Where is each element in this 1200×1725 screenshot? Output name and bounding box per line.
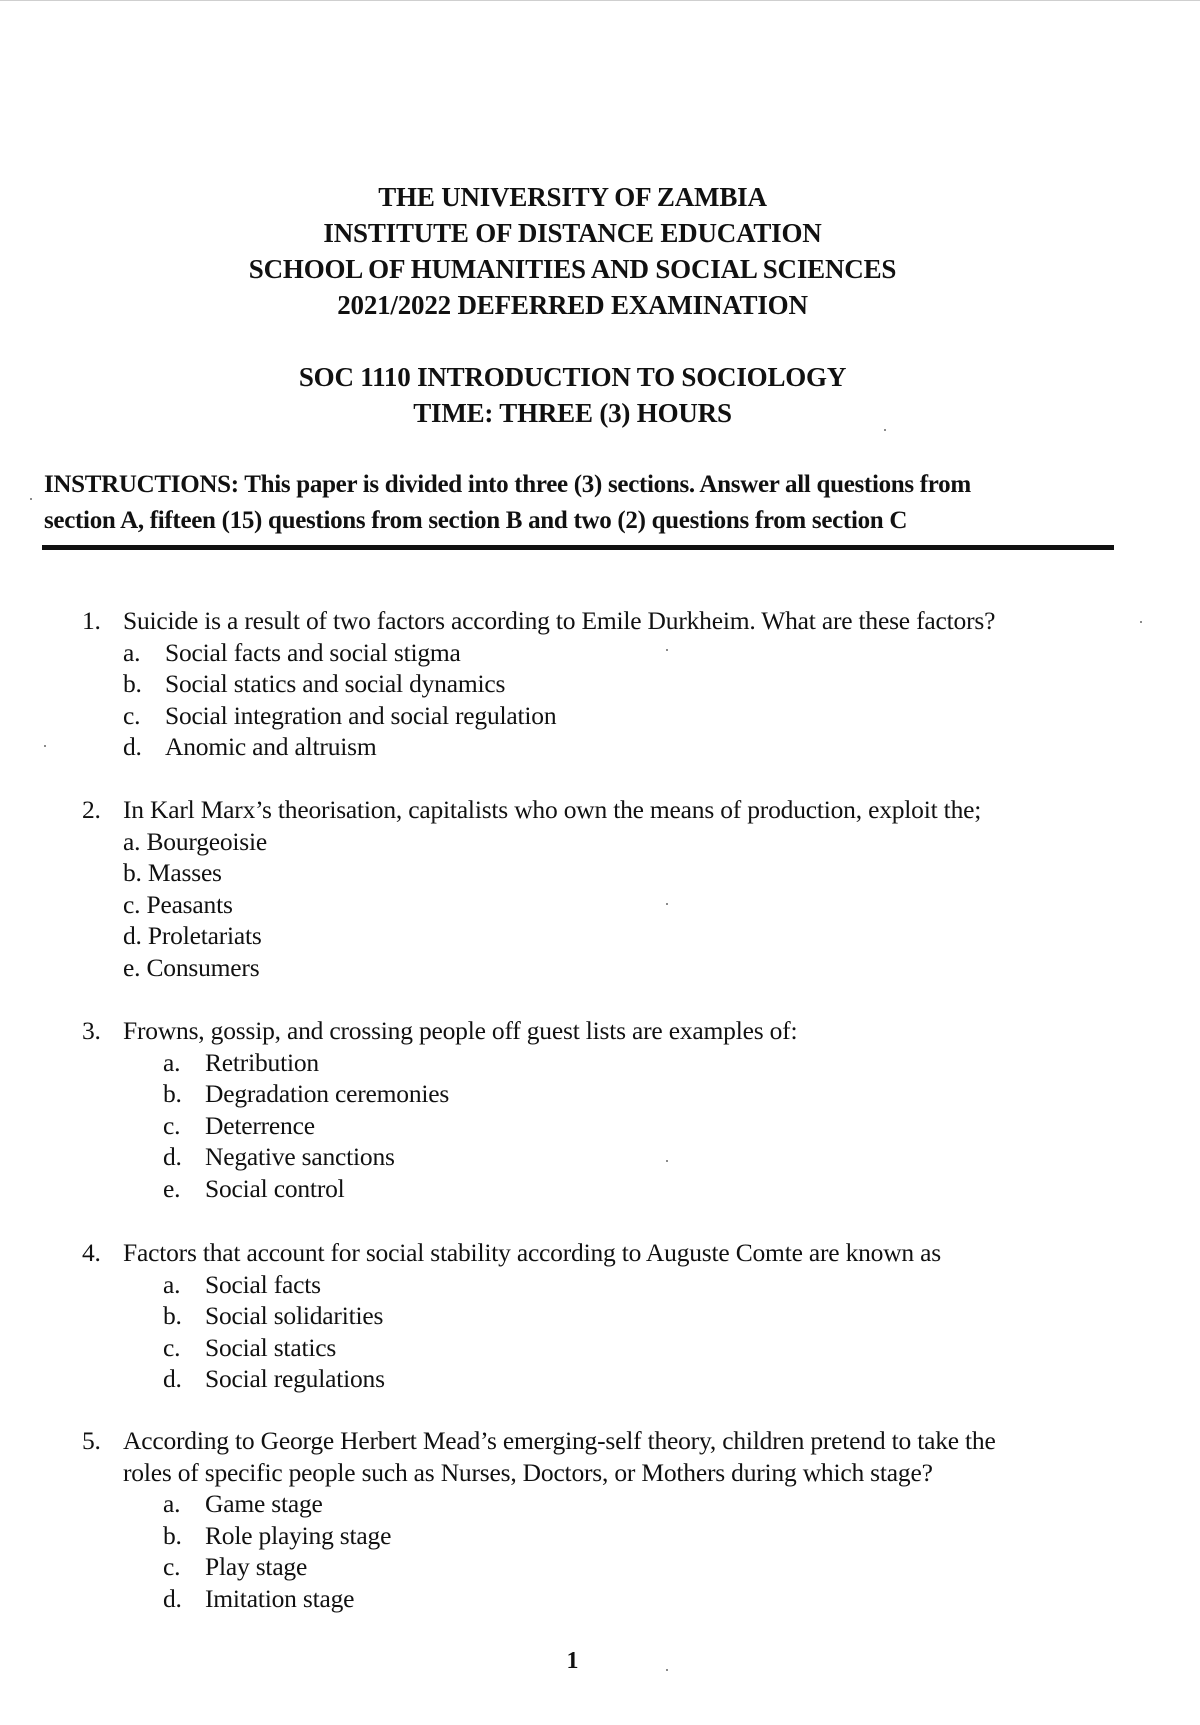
option-text: Game stage xyxy=(205,1489,323,1518)
exam-header xyxy=(0,179,1145,431)
question-text: In Karl Marx’s theorisation, capitalists who own the means of production, exploit the; xyxy=(123,795,982,824)
question-number: 5. xyxy=(82,1426,101,1455)
option-b xyxy=(0,1520,1140,1552)
option-letter: b. xyxy=(123,669,142,698)
option-letter: c. xyxy=(163,1110,181,1140)
option-letter: b. xyxy=(163,1520,182,1550)
instructions-line-2: section A, fifteen (15) questions from section B and two (2) questions from section C xyxy=(44,507,908,534)
option-text: Social solidarities xyxy=(205,1301,384,1330)
option-d: d. Proletariats xyxy=(123,921,262,950)
option-b xyxy=(0,668,1140,700)
option-text: Role playing stage xyxy=(205,1520,392,1550)
option-c xyxy=(0,700,1140,732)
course-title: SOC 1110 INTRODUCTION TO SOCIOLOGY xyxy=(298,362,847,392)
option-text: Retribution xyxy=(205,1047,319,1077)
option-d xyxy=(0,1141,1140,1173)
option-text: Social statics xyxy=(205,1332,337,1362)
option-text: Deterrence xyxy=(205,1110,315,1140)
option-d xyxy=(0,1363,1140,1395)
option-text: Degradation ceremonies xyxy=(205,1079,450,1108)
scan-speck xyxy=(666,903,668,905)
instructions-line-1: INSTRUCTIONS: This paper is divided into three (3) sections. Answer all questions from xyxy=(44,471,971,498)
university-name: THE UNIVERSITY OF ZAMBIA xyxy=(378,182,767,212)
option-letter: c. xyxy=(163,1332,181,1362)
scan-speck xyxy=(884,429,886,431)
option-c: c. Peasants xyxy=(123,889,233,919)
option-letter: a. xyxy=(163,1047,181,1077)
option-b xyxy=(0,1300,1140,1332)
question-text: Suicide is a result of two factors according to Emile Durkheim. What are these factors? xyxy=(123,606,996,635)
question-1 xyxy=(0,605,1140,763)
question-text-line-1: According to George Herbert Mead’s emerging-self theory, children pretend to take the xyxy=(123,1426,996,1455)
option-letter: a. xyxy=(123,637,141,667)
option-text: Social integration and social regulation xyxy=(165,700,557,730)
option-letter: c. xyxy=(163,1552,181,1581)
instructions xyxy=(44,467,1115,539)
school-name: SCHOOL OF HUMANITIES AND SOCIAL SCIENCES xyxy=(248,254,897,284)
question-text-line-2: roles of specific people such as Nurses, Doctors, or Mothers during which stage? xyxy=(123,1457,933,1487)
exam-duration: TIME: THREE (3) HOURS xyxy=(413,398,732,428)
option-c xyxy=(0,1551,1140,1583)
option-text: Social regulations xyxy=(205,1364,385,1393)
question-4 xyxy=(0,1237,1140,1395)
option-letter: a. xyxy=(163,1269,181,1299)
option-letter: c. xyxy=(123,700,141,730)
option-text: Social facts xyxy=(205,1269,321,1299)
option-letter: d. xyxy=(123,732,142,761)
option-letter: b. xyxy=(163,1301,182,1330)
question-5 xyxy=(0,1425,1140,1614)
option-b xyxy=(0,1078,1140,1110)
option-a xyxy=(0,637,1140,669)
option-d xyxy=(0,731,1140,763)
option-letter: a. xyxy=(163,1489,181,1518)
scan-speck xyxy=(1140,621,1142,623)
scan-speck xyxy=(30,498,32,500)
option-text: Social control xyxy=(205,1173,345,1203)
option-b: b. Masses xyxy=(123,858,222,887)
scan-speck xyxy=(44,745,46,747)
option-a: a. Bourgeoisie xyxy=(123,826,268,856)
option-c xyxy=(0,1332,1140,1364)
option-letter: d. xyxy=(163,1583,182,1613)
scan-speck xyxy=(666,649,668,651)
option-text: Play stage xyxy=(205,1552,308,1581)
option-d xyxy=(0,1583,1140,1615)
option-a xyxy=(0,1047,1140,1079)
question-2 xyxy=(0,794,1140,983)
option-a xyxy=(0,1269,1140,1301)
question-3 xyxy=(0,1015,1140,1204)
option-c xyxy=(0,1110,1140,1142)
question-number: 2. xyxy=(82,795,101,824)
exam-title: 2021/2022 DEFERRED EXAMINATION xyxy=(337,290,808,320)
scan-speck xyxy=(666,1669,668,1671)
section-divider xyxy=(42,545,1114,550)
option-a xyxy=(0,1488,1140,1520)
option-text: Negative sanctions xyxy=(205,1142,395,1171)
option-text: Social facts and social stigma xyxy=(165,637,461,667)
question-text: Frowns, gossip, and crossing people off guest lists are examples of: xyxy=(123,1016,798,1045)
question-text: Factors that account for social stability according to Auguste Comte are known as xyxy=(123,1238,942,1267)
option-letter: e. xyxy=(163,1173,181,1203)
option-text: Social statics and social dynamics xyxy=(165,669,506,698)
option-e: e. Consumers xyxy=(123,952,260,982)
option-letter: b. xyxy=(163,1079,182,1108)
question-number: 3. xyxy=(82,1016,101,1045)
page-number: 1 xyxy=(566,1648,579,1674)
institute-name: INSTITUTE OF DISTANCE EDUCATION xyxy=(323,218,822,248)
scan-speck xyxy=(666,1160,668,1162)
option-e xyxy=(0,1173,1140,1205)
option-text: Anomic and altruism xyxy=(165,732,377,761)
option-text: Imitation stage xyxy=(205,1583,355,1613)
option-letter: d. xyxy=(163,1364,182,1393)
question-number: 4. xyxy=(82,1238,101,1267)
question-number: 1. xyxy=(82,606,101,635)
option-letter: d. xyxy=(163,1142,182,1171)
